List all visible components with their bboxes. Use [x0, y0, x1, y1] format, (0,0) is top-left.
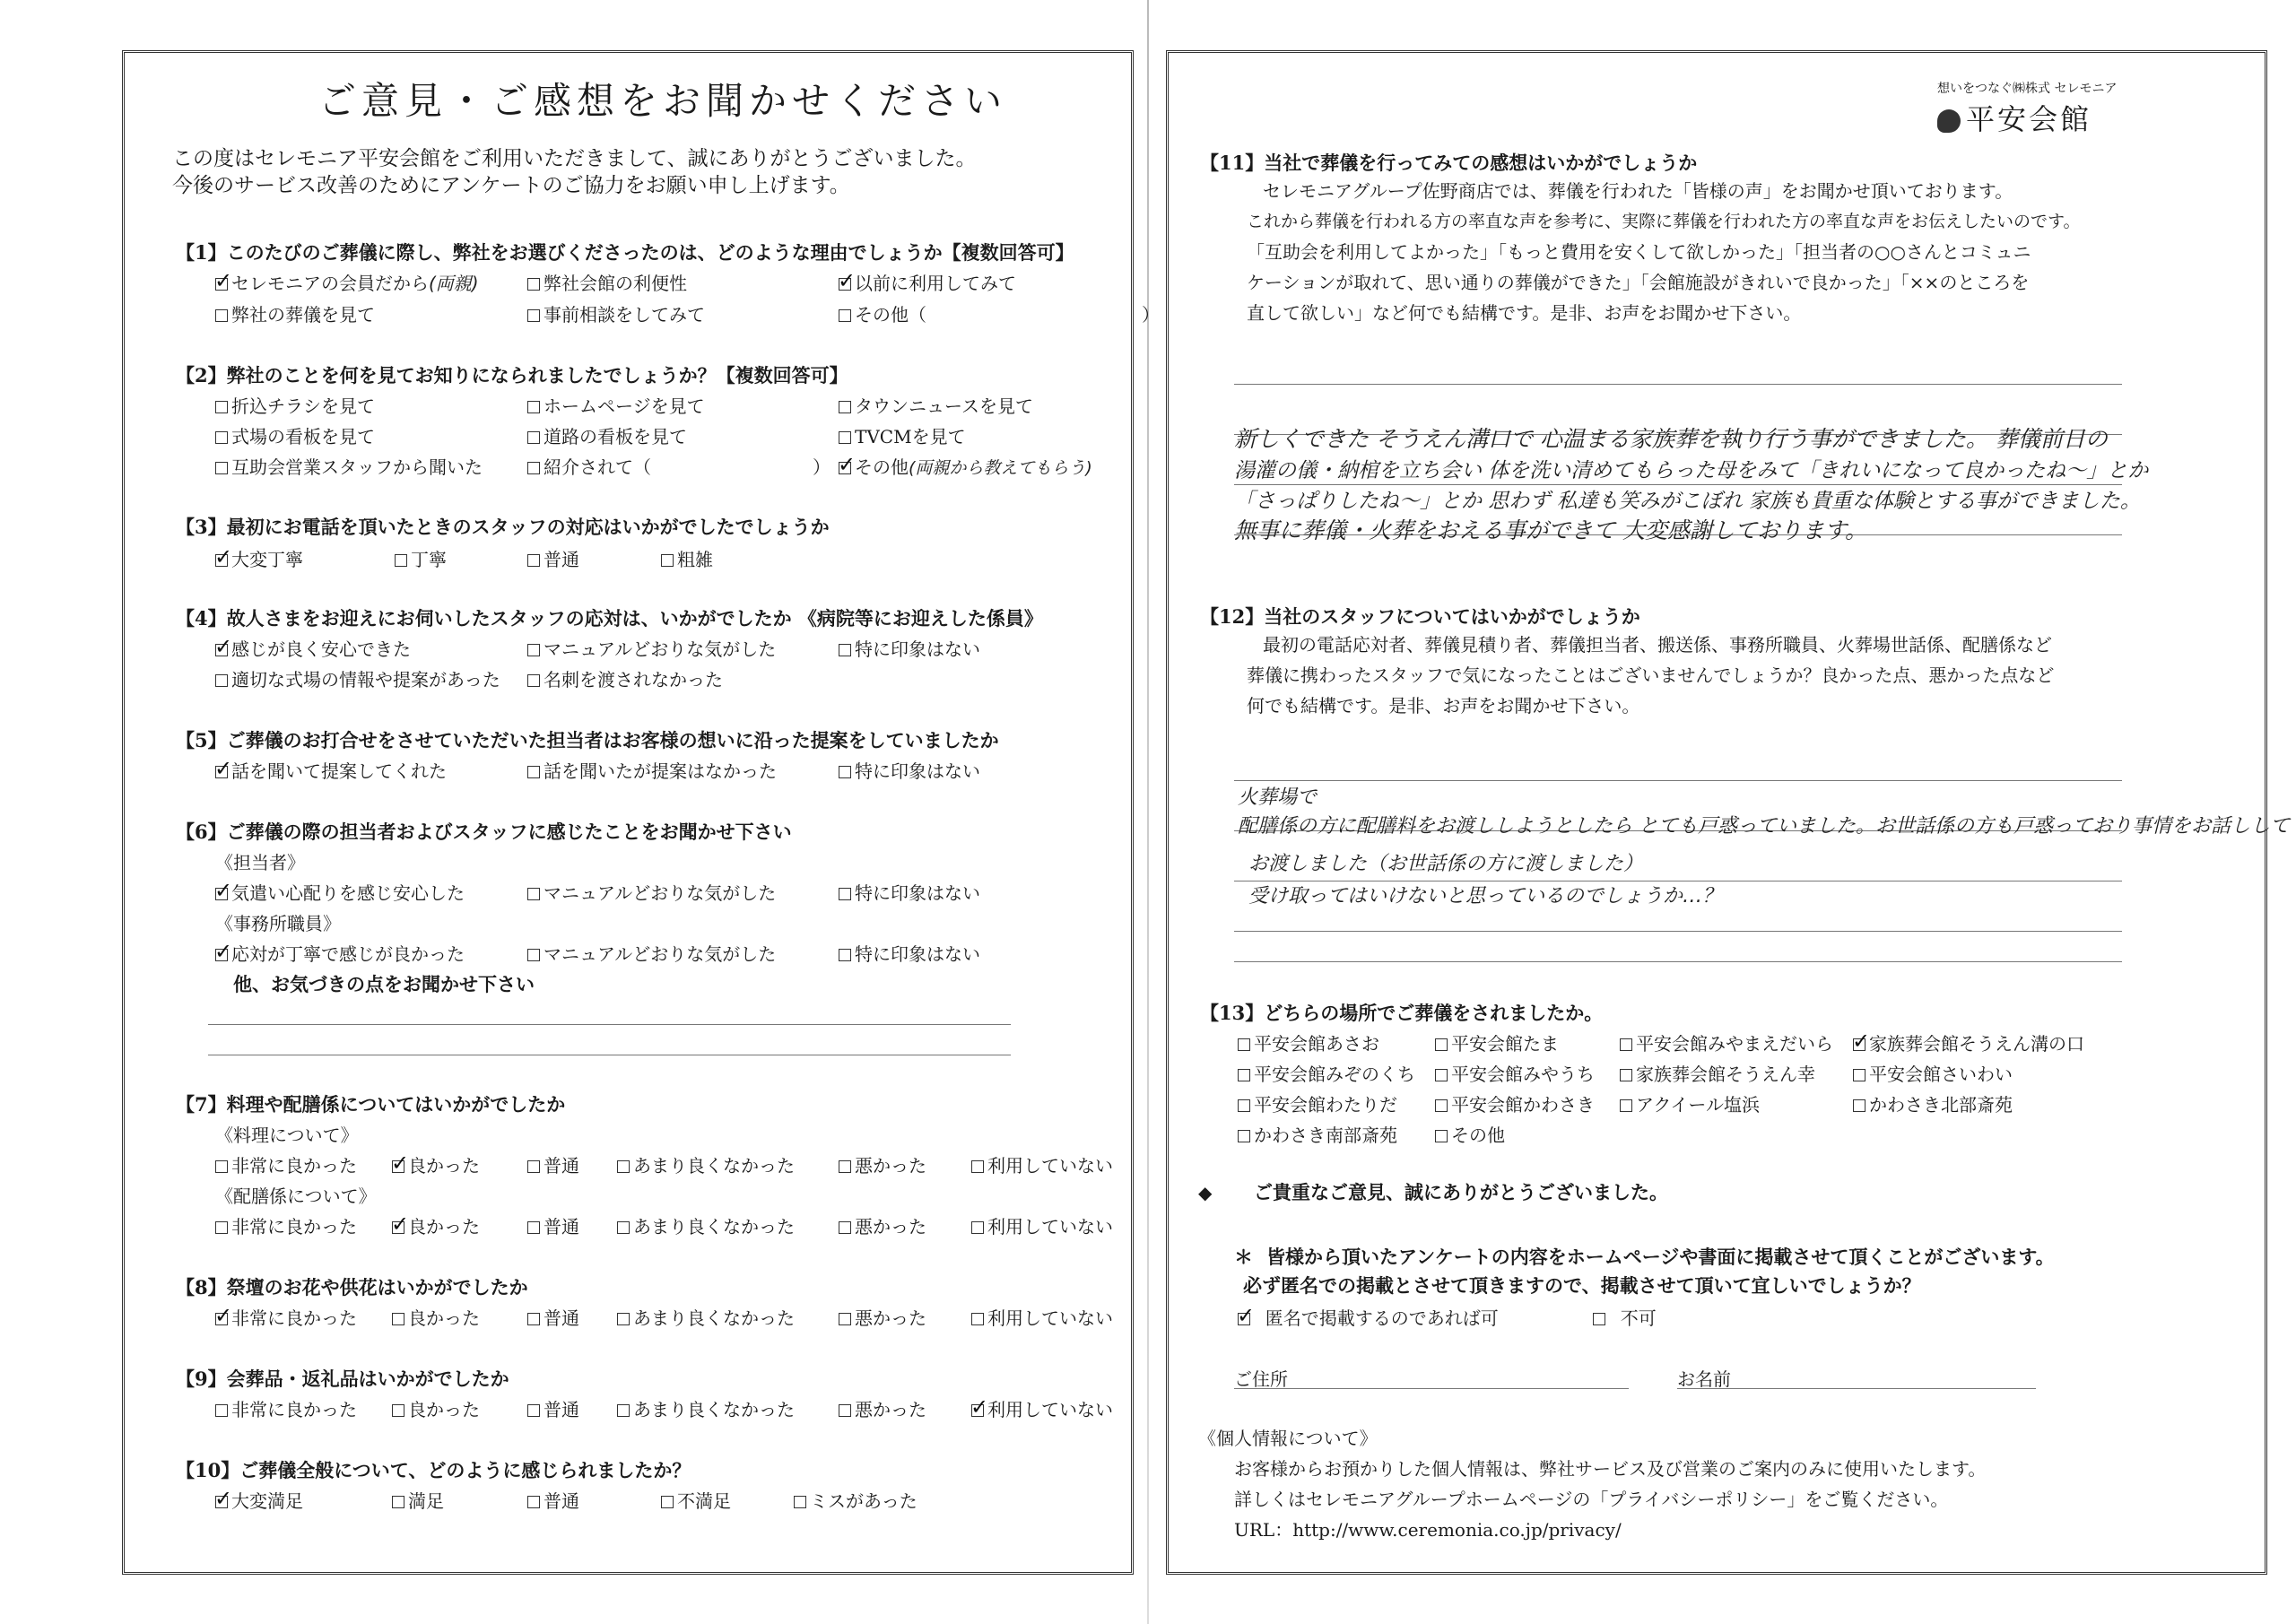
q6-opt2-manual[interactable]: マニュアルどおりな気がした: [527, 940, 776, 966]
checkbox-icon: [395, 554, 407, 567]
publish-line-2: 必ず匿名での掲載とさせて頂きますので、掲載させて頂いて宜しいでしょうか？: [1243, 1274, 1921, 1297]
page-fold: [1147, 0, 1149, 1624]
checkbox-icon: [839, 1404, 851, 1417]
checkbox-icon: [971, 1313, 984, 1325]
checkbox-icon: [215, 309, 228, 322]
checkbox-icon: [839, 401, 851, 413]
q12-answer-text-4: 受け取ってはいけないと思っているのでしょうか…？: [1248, 885, 1723, 908]
checkbox-icon: [1238, 1038, 1250, 1051]
checkbox-icon: [617, 1313, 630, 1325]
q5-opt-no-proposal[interactable]: 話を聞いたが提案はなかった: [527, 757, 777, 783]
rating-option[interactable]: [971, 1304, 1113, 1330]
q4-opt-no-card[interactable]: 名刺を渡されなかった: [527, 665, 723, 691]
venue-option-label: その他: [1451, 1125, 1505, 1146]
q6-sub-office: 《事務所職員》: [215, 913, 341, 934]
checkbox-icon: [392, 1221, 404, 1234]
q11-body-3: 「互助会を利用してよかった」「もっと費用を安くして欲しかった」「担当者の○○さんとコミュニ: [1247, 241, 2031, 263]
checkbox-icon: [839, 462, 851, 474]
rating-option[interactable]: [971, 1395, 1113, 1421]
checkbox-icon: [215, 554, 228, 567]
q4-opt-no-impression[interactable]: 特に印象はない: [839, 635, 980, 661]
venue-option-label: 平安会館みやまえだいら: [1636, 1033, 1833, 1055]
q1-opt-consult[interactable]: 事前相談をしてみて: [527, 300, 705, 326]
checkbox-icon: [527, 431, 540, 444]
q12-answer-line[interactable]: [1234, 931, 2122, 932]
rating-option[interactable]: [839, 1304, 926, 1330]
rating-option-label: 悪かった: [855, 1307, 926, 1329]
thanks-diamond-icon: ◆: [1198, 1182, 1213, 1203]
intro-line-1: この度はセレモニア平安会館をご利用いただきまして、誠にありがとうございました。: [172, 147, 977, 170]
rating-option-label: 普通: [544, 1399, 579, 1420]
rating-option-label: 良かった: [408, 1216, 480, 1238]
rating-option-label: 大変満足: [231, 1490, 303, 1512]
venue-option[interactable]: [1853, 1029, 2084, 1055]
venue-option-label: かわさき南部斎苑: [1254, 1125, 1397, 1146]
q11-answer-text-2: 湯灌の儀・納棺を立ち会い 体を洗い清めてもらった母をみて「きれいになって良かったね〜」とか: [1234, 459, 2149, 482]
intro-line-2: 今後のサービス改善のためにアンケートのご協力をお願い申し上げます。: [172, 174, 850, 197]
q1-opt-saw-funeral[interactable]: 弊社の葬儀を見て: [215, 300, 375, 326]
venue-option-label: かわさき北部斎苑: [1869, 1094, 2013, 1116]
checkbox-icon: [215, 888, 228, 900]
q2-opt-homepage[interactable]: ホームページを見て: [527, 392, 705, 418]
q11-body-4: ケーションが取れて、思い通りの葬儀ができた」「会館施設がきれいで良かった」「××のところを: [1247, 272, 2030, 293]
venue-option-label: 平安会館わたりだ: [1254, 1094, 1397, 1116]
venue-option[interactable]: [1620, 1090, 1760, 1116]
checkbox-icon: [392, 1404, 404, 1417]
publish-opt-anonymous[interactable]: ✓ 匿名で掲載するのであれば可: [1238, 1304, 1499, 1330]
q3-opt-very-polite[interactable]: ✓大変丁寧: [215, 545, 303, 571]
checkbox-icon: [661, 554, 674, 567]
checkbox-icon: [617, 1221, 630, 1234]
checkbox-icon: [1435, 1038, 1448, 1051]
venue-option-label: 平安会館あさお: [1254, 1033, 1379, 1055]
checkbox-icon: [392, 1496, 404, 1508]
page-title: ご意見・ご感想をお聞かせください: [318, 79, 1008, 123]
rating-option-label: あまり良くなかった: [633, 1399, 795, 1420]
q12-title: 【12】当社のスタッフについてはいかがでしょうか: [1200, 605, 1640, 628]
checkbox-icon: [215, 1313, 228, 1325]
q1-title: 【1】このたびのご葬儀に際し、弊社をお選びくださったのは、どのような理由でしょうか【複数回答可】: [176, 241, 1074, 264]
venue-option-label: 平安会館さいわい: [1869, 1064, 2013, 1085]
q12-answer-text-1: 火葬場で: [1238, 786, 1318, 809]
checkbox-icon: [527, 1496, 540, 1508]
q3-opt-rough[interactable]: 粗雑: [661, 545, 713, 571]
q2-opt-referral[interactable]: 紹介されて（ ）: [527, 453, 831, 479]
privacy-url[interactable]: URL：http://www.ceremonia.co.jp/privacy/: [1234, 1519, 1622, 1541]
rating-option[interactable]: [527, 1151, 579, 1177]
q3-opt-normal[interactable]: 普通: [527, 545, 579, 571]
checkbox-icon: [527, 309, 540, 322]
checkbox-icon: [527, 949, 540, 961]
venue-option[interactable]: [1435, 1060, 1595, 1086]
rating-option[interactable]: [971, 1151, 1113, 1177]
checkbox-icon: [215, 766, 228, 778]
rating-option[interactable]: [971, 1212, 1113, 1238]
publish-asterisk: ＊: [1234, 1246, 1253, 1268]
privacy-title: 《個人情報について》: [1198, 1428, 1378, 1449]
venue-option[interactable]: [1435, 1121, 1505, 1147]
checkbox-icon: [794, 1496, 806, 1508]
rating-option-label: 不満足: [677, 1490, 731, 1512]
checkbox-icon: [527, 766, 540, 778]
publish-line-1: 皆様から頂いたアンケートの内容をホームページや書面に掲載させて頂くことがございます。: [1266, 1246, 2055, 1268]
privacy-line-2: 詳しくはセレモニアグループホームページの「プライバシーポリシー」をご覧ください。: [1234, 1489, 1949, 1510]
rating-option[interactable]: [527, 1487, 579, 1513]
q3-opt-polite[interactable]: 丁寧: [395, 545, 447, 571]
q1-opt-other[interactable]: その他（ ）: [839, 300, 1160, 326]
q2-title: 【2】弊社のことを何を見てお知りになられましたでしょうか？【複数回答可】: [176, 364, 848, 386]
checkbox-icon: [839, 1313, 851, 1325]
checkbox-icon: [527, 401, 540, 413]
rating-option-label: 利用していない: [987, 1399, 1113, 1420]
q12-body-3: 何でも結構です。是非、お声をお聞かせ下さい。: [1247, 695, 1640, 716]
rating-option-label: 普通: [544, 1307, 579, 1329]
rating-option-label: 非常に良かった: [231, 1399, 357, 1420]
rating-option-label: 悪かった: [855, 1216, 926, 1238]
q10-title: 【10】ご葬儀全般について、どのように感じられましたか？: [176, 1459, 691, 1481]
checkbox-icon: [1620, 1038, 1632, 1051]
venue-option[interactable]: [1238, 1060, 1415, 1086]
q5-opt-no-impression[interactable]: 特に印象はない: [839, 757, 980, 783]
venue-option-label: アクイール塩浜: [1636, 1094, 1760, 1116]
rating-option-label: 満足: [408, 1490, 444, 1512]
q6-opt2-polite[interactable]: ✓応対が丁寧で感じが良かった: [215, 940, 465, 966]
q5-opt-proposed[interactable]: ✓話を聞いて提案してくれた: [215, 757, 447, 783]
checkbox-icon: [215, 278, 228, 291]
q12-answer-line[interactable]: [1234, 780, 2122, 781]
venue-option[interactable]: [1853, 1060, 2013, 1086]
checkbox-icon: [527, 1160, 540, 1173]
q6-opt2-no-impression[interactable]: 特に印象はない: [839, 940, 980, 966]
address-line[interactable]: [1234, 1388, 1629, 1389]
checkbox-icon: [215, 644, 228, 656]
rating-option[interactable]: [392, 1395, 480, 1421]
brand-logo: [1937, 97, 2092, 138]
checkbox-icon: [215, 1496, 228, 1508]
checkbox-icon: [1853, 1099, 1866, 1112]
venue-option-label: 平安会館みやうち: [1451, 1064, 1595, 1085]
q1-opt-used-before[interactable]: ✓ 以前に利用してみて: [839, 269, 1016, 295]
checkbox-icon: [1435, 1099, 1448, 1112]
q1-opt-member[interactable]: ✓セレモニアの会員だから(両親): [215, 269, 479, 295]
q12-body-1: 最初の電話応対者、葬儀見積り者、葬儀担当者、搬送係、事務所職員、火葬場世話係、配膳係など: [1263, 634, 2052, 656]
venue-option-label: 家族葬会館そうえん幸: [1636, 1064, 1815, 1085]
venue-option[interactable]: [1435, 1029, 1559, 1055]
checkbox-icon: [1593, 1313, 1605, 1325]
rating-option-label: 非常に良かった: [231, 1307, 357, 1329]
q2-opt-flyer[interactable]: 折込チラシを見て: [215, 392, 375, 418]
name-label: お名前: [1677, 1368, 1731, 1390]
venue-option-label: 平安会館みぞのくち: [1254, 1064, 1415, 1085]
privacy-line-1: お客様からお預かりした個人情報は、弊社サービス及び営業のご案内のみに使用いたします。: [1234, 1458, 1987, 1480]
venue-option-label: 平安会館かわさき: [1451, 1094, 1595, 1116]
rating-option[interactable]: [617, 1212, 795, 1238]
checkbox-icon: [839, 1160, 851, 1173]
rating-option-label: 利用していない: [987, 1307, 1113, 1329]
q6-sub-staff: 《担当者》: [215, 852, 305, 873]
q12-answer-line[interactable]: [1234, 961, 2122, 962]
venue-option[interactable]: [1853, 1090, 2013, 1116]
rating-option-label: 悪かった: [855, 1399, 926, 1420]
checkbox-icon: [1853, 1038, 1866, 1051]
venue-option[interactable]: [1238, 1121, 1397, 1147]
checkbox-icon: [1238, 1130, 1250, 1142]
rating-option-label: 良かった: [408, 1155, 480, 1177]
checkbox-icon: [1238, 1313, 1250, 1325]
venue-option-label: 家族葬会館そうえん溝の口: [1869, 1033, 2084, 1055]
rating-option-label: 悪かった: [855, 1155, 926, 1177]
checkbox-icon: [527, 462, 540, 474]
rating-option-label: あまり良くなかった: [633, 1307, 795, 1329]
q2-opt-road-sign[interactable]: 道路の看板を見て: [527, 422, 687, 448]
q12-answer-text-2: 配膳係の方に配膳料をお渡ししようとしたら とても戸惑っていました。お世話係の方も戸惑っており事情をお話しして: [1238, 815, 2290, 838]
checkbox-icon: [1620, 1099, 1632, 1112]
q4-opt-venue-info[interactable]: 適切な式場の情報や提案があった: [215, 665, 500, 691]
rating-option-label: 非常に良かった: [231, 1216, 357, 1238]
q11-body-5: 直して欲しい」など何でも結構です。是非、お声をお聞かせ下さい。: [1247, 302, 1802, 324]
handwritten-note: (両親から教えてもらう): [909, 458, 1092, 478]
venue-option[interactable]: [1238, 1029, 1379, 1055]
checkbox-icon: [1238, 1099, 1250, 1112]
q7-sub-server: 《配膳係について》: [215, 1185, 377, 1207]
q11-answer-line[interactable]: [1234, 384, 2122, 385]
rating-option[interactable]: [617, 1304, 795, 1330]
rating-option[interactable]: [527, 1212, 579, 1238]
checkbox-icon: [527, 674, 540, 687]
rating-option-label: 普通: [544, 1490, 579, 1512]
q4-opt-manual[interactable]: マニュアルどおりな気がした: [527, 635, 776, 661]
rating-option[interactable]: [215, 1487, 303, 1513]
rating-option-label: あまり良くなかった: [633, 1216, 795, 1238]
checkbox-icon: [839, 766, 851, 778]
rating-option-label: 良かった: [408, 1307, 480, 1329]
rating-option[interactable]: [527, 1395, 579, 1421]
q11-body-2: これから葬儀を行われる方の率直な声を参考に、実際に葬儀を行われた方の率直な声をお伝えしたいのです。: [1247, 212, 2081, 231]
checkbox-icon: [215, 949, 228, 961]
rating-option[interactable]: [215, 1212, 357, 1238]
q11-answer-text-1: 新しくできた そうえん溝口で 心温まる家族葬を執り行う事ができました。 葬儀前日の: [1234, 426, 2108, 452]
thanks-message: ご貴重なご意見、誠にありがとうございました。: [1254, 1181, 1668, 1203]
rating-option-label: 普通: [544, 1216, 579, 1238]
rating-option-label: 良かった: [408, 1399, 480, 1420]
rating-option[interactable]: [392, 1487, 444, 1513]
venue-option[interactable]: [1238, 1090, 1397, 1116]
checkbox-icon: [971, 1221, 984, 1234]
logo-icon: [1937, 109, 1961, 133]
rating-option[interactable]: [392, 1151, 480, 1177]
rating-option[interactable]: [215, 1304, 357, 1330]
publish-opt-no[interactable]: 不可: [1593, 1304, 1657, 1330]
checkbox-icon: [527, 554, 540, 567]
checkbox-icon: [839, 431, 851, 444]
checkbox-icon: [1238, 1069, 1250, 1081]
checkbox-icon: [215, 674, 228, 687]
checkbox-icon: [392, 1160, 404, 1173]
checkbox-icon: [527, 278, 540, 291]
q4-title: 【4】故人さまをお迎えにお伺いしたスタッフの応対は、いかがでしたか 《病院等にお迎えした係員》: [176, 607, 1043, 630]
q4-opt-reassuring[interactable]: ✓感じが良く安心できた: [215, 635, 411, 661]
checkbox-icon: [527, 1221, 540, 1234]
q6-opt1-caring[interactable]: ✓気遣い心配りを感じ安心した: [215, 879, 465, 905]
q2-opt-townnews[interactable]: タウンニュースを見て: [839, 392, 1033, 418]
rating-option-label: 非常に良かった: [231, 1155, 357, 1177]
q11-answer-text-4: 無事に葬儀・火葬をおえる事ができて 大変感謝しております。: [1234, 517, 1867, 543]
checkbox-icon: [215, 1160, 228, 1173]
brand-tagline: 想いをつなぐ㈱株式 セレモニア: [1937, 82, 2118, 96]
q2-opt-venue-sign[interactable]: 式場の看板を見て: [215, 422, 375, 448]
q6-other-prompt: 他、お気づきの点をお聞かせ下さい: [233, 973, 535, 995]
venue-option[interactable]: [1435, 1090, 1595, 1116]
checkbox-icon: [215, 1221, 228, 1234]
checkbox-icon: [617, 1160, 630, 1173]
checkbox-icon: [215, 1404, 228, 1417]
q7-title: 【7】料理や配膳係についてはいかがでしたか: [176, 1093, 566, 1116]
q7-sub-food: 《料理について》: [215, 1125, 359, 1146]
q5-title: 【5】ご葬儀のお打合せをさせていただいた担当者はお客様の想いに沿った提案をしていましたか: [176, 729, 999, 751]
checkbox-icon: [839, 888, 851, 900]
address-label: ご住所: [1234, 1368, 1288, 1390]
checkbox-icon: [839, 309, 851, 322]
rating-option-label: あまり良くなかった: [633, 1155, 795, 1177]
rating-option[interactable]: [215, 1395, 357, 1421]
rating-option-label: 利用していない: [987, 1216, 1113, 1238]
q1-opt-convenience[interactable]: 弊社会館の利便性: [527, 269, 687, 295]
q11-body-1: セレモニアグループ佐野商店では、葬儀を行われた「皆様の声」をお聞かせ頂いております。: [1263, 180, 2013, 202]
rating-option[interactable]: [392, 1304, 480, 1330]
q3-title: 【3】最初にお電話を頂いたときのスタッフの対応はいかがでしたでしょうか: [176, 516, 830, 538]
q13-title: 【13】どちらの場所でご葬儀をされましたか。: [1200, 1002, 1604, 1024]
rating-option-label: ミスがあった: [810, 1490, 918, 1512]
rating-option-label: 普通: [544, 1155, 579, 1177]
rating-option[interactable]: [392, 1212, 480, 1238]
venue-option[interactable]: [1620, 1060, 1815, 1086]
checkbox-icon: [839, 644, 851, 656]
q6-opt1-manual[interactable]: マニュアルどおりな気がした: [527, 879, 776, 905]
name-line[interactable]: [1677, 1388, 2036, 1389]
q6-answer-line[interactable]: [208, 1024, 1011, 1025]
checkbox-icon: [1853, 1069, 1866, 1081]
q6-opt1-no-impression[interactable]: 特に印象はない: [839, 879, 980, 905]
rating-option[interactable]: [794, 1487, 918, 1513]
rating-option[interactable]: [617, 1395, 795, 1421]
checkbox-icon: [617, 1404, 630, 1417]
checkbox-icon: [527, 888, 540, 900]
checkbox-icon: [215, 431, 228, 444]
rating-option[interactable]: [617, 1151, 795, 1177]
checkbox-icon: [527, 1404, 540, 1417]
q12-answer-text-3: お渡しました（お世話係の方に渡しました）: [1248, 853, 1644, 875]
rating-option[interactable]: [839, 1151, 926, 1177]
q2-opt-sales-staff[interactable]: 互助会営業スタッフから聞いた: [215, 453, 483, 479]
rating-option[interactable]: [527, 1304, 579, 1330]
venue-option-label: 平安会館たま: [1451, 1033, 1559, 1055]
checkbox-icon: [215, 401, 228, 413]
rating-option[interactable]: [215, 1151, 357, 1177]
checkbox-icon: [661, 1496, 674, 1508]
q12-body-2: 葬儀に携わったスタッフで気になったことはございませんでしょうか？良かった点、悪かった点など: [1247, 664, 2055, 686]
checkbox-icon: [392, 1313, 404, 1325]
brand-name: 平安会館: [1966, 102, 2092, 136]
q6-title: 【6】ご葬儀の際の担当者およびスタッフに感じたことをお聞かせ下さい: [176, 821, 792, 843]
q11-answer-text-3: 「さっぱりしたね〜」とか 思わず 私達も笑みがこぼれ 家族も貴重な体験とする事ができました。: [1234, 490, 2141, 513]
handwritten-note: (両親): [429, 273, 479, 294]
q2-opt-other[interactable]: ✓ その他(両親から教えてもらう): [839, 453, 1092, 479]
checkbox-icon: [1435, 1130, 1448, 1142]
checkbox-icon: [527, 644, 540, 656]
checkbox-icon: [839, 949, 851, 961]
checkbox-icon: [839, 278, 851, 291]
rating-option[interactable]: [839, 1212, 926, 1238]
rating-option[interactable]: [839, 1395, 926, 1421]
checkbox-icon: [971, 1404, 984, 1417]
checkbox-icon: [1435, 1069, 1448, 1081]
q11-title: 【11】当社で葬儀を行ってみての感想はいかがでしょうか: [1200, 152, 1698, 174]
venue-option[interactable]: [1620, 1029, 1833, 1055]
rating-option-label: 利用していない: [987, 1155, 1113, 1177]
checkbox-icon: [1620, 1069, 1632, 1081]
checkbox-icon: [971, 1160, 984, 1173]
q2-opt-tvcm[interactable]: TVCMを見て: [839, 422, 966, 448]
checkbox-icon: [527, 1313, 540, 1325]
checkbox-icon: [215, 462, 228, 474]
q9-title: 【9】会葬品・返礼品はいかがでしたか: [176, 1368, 509, 1390]
checkbox-icon: [839, 1221, 851, 1234]
rating-option[interactable]: [661, 1487, 731, 1513]
q8-title: 【8】祭壇のお花や供花はいかがでしたか: [176, 1276, 528, 1298]
